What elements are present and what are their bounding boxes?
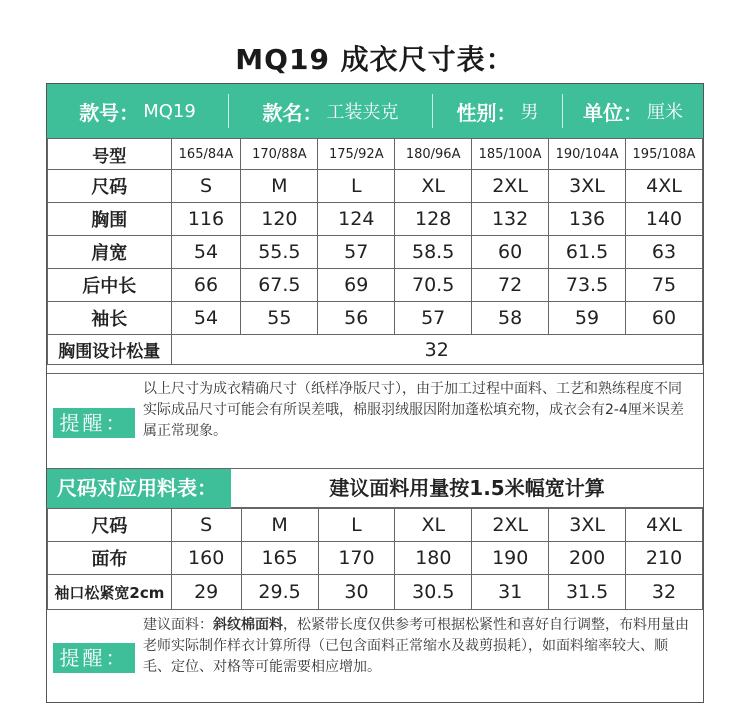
reminder-badge: 提醒： [53, 643, 135, 673]
table-cell: 140 [625, 203, 702, 236]
table-cell: 30 [318, 575, 395, 610]
table-cell: 31 [472, 575, 549, 610]
table-cell: 31.5 [549, 575, 626, 610]
table-cell: M [241, 509, 318, 542]
ease-label: 胸围设计松量 [48, 335, 172, 365]
gender-value: 男 [520, 102, 539, 123]
table-cell: 58.5 [395, 236, 472, 269]
product-name-value: 工装夹克 [326, 102, 399, 123]
table-cell: M [241, 170, 318, 203]
table-cell: 75 [625, 269, 702, 302]
table-cell: 29 [171, 575, 241, 610]
row-label: 号型 [48, 139, 172, 170]
table-cell: 165 [241, 542, 318, 575]
table-cell: 180/96A [395, 139, 472, 170]
table-cell: 54 [171, 302, 241, 335]
table-cell: 200 [549, 542, 626, 575]
table-cell: 60 [625, 302, 702, 335]
unit-cell [563, 84, 703, 138]
page-title: MQ19 成衣尺寸表： [235, 43, 515, 76]
table-cell: 132 [472, 203, 549, 236]
row-label: 胸围 [48, 203, 172, 236]
fabric-section-label: 尺码对应用料表： [47, 469, 231, 508]
table-cell: 57 [395, 302, 472, 335]
row-label: 尺码 [48, 509, 172, 542]
size-table [47, 138, 703, 365]
table-cell: L [318, 170, 395, 203]
reminder-box [47, 373, 703, 468]
table-row [48, 575, 703, 610]
table-cell: 190 [472, 542, 549, 575]
table-cell: S [171, 509, 241, 542]
reminder-prefix: 建议面料： [143, 617, 213, 633]
table-row [48, 335, 703, 365]
fabric-reminder-box [47, 609, 703, 702]
table-cell: 63 [625, 236, 702, 269]
table-cell: 56 [318, 302, 395, 335]
model-number-key: 款号： [79, 100, 140, 125]
reminder-rest: ，松紧带长度仅供参考可根据松紧性和喜好自行调整，布料用量由老师实际制作样衣计算所得（已包含面料正常缩水及裁剪损耗），如面料缩率较大、顺毛、定位、对格等可能需要相应增加。 [143, 617, 689, 675]
product-info-bar [47, 84, 703, 138]
fabric-section-bar [47, 468, 703, 508]
row-label: 尺码 [48, 170, 172, 203]
reminder-text: 以上尺寸为成衣精确尺寸（纸样净版尺寸），由于加工过程中面料、工艺和熟练程度不同实际成品尺寸可能会有所误差哦，棉服羽绒服因附加蓬松填充物，成衣会有2-4厘米误差属正常现象。 [143, 381, 684, 439]
table-cell: 4XL [625, 170, 702, 203]
gender-key: 性别： [456, 100, 517, 125]
table-row [48, 170, 703, 203]
table-cell: 210 [626, 542, 703, 575]
table-cell: 136 [549, 203, 626, 236]
row-label: 面布 [48, 542, 172, 575]
table-cell: 3XL [549, 170, 626, 203]
table-cell: XL [395, 509, 472, 542]
table-cell: 2XL [472, 509, 549, 542]
row-label: 袖口松紧宽2cm [48, 575, 172, 610]
row-label: 肩宽 [48, 236, 172, 269]
table-cell: 120 [241, 203, 318, 236]
fabric-table [47, 508, 703, 610]
table-cell: XL [395, 170, 472, 203]
table-cell: 58 [472, 302, 549, 335]
table-cell: 55.5 [241, 236, 318, 269]
table-cell: 32 [626, 575, 703, 610]
table-cell: 116 [171, 203, 241, 236]
table-cell: 72 [472, 269, 549, 302]
table-cell: 170 [318, 542, 395, 575]
table-cell: 30.5 [395, 575, 472, 610]
table-cell: 175/92A [318, 139, 395, 170]
gender-cell [433, 84, 562, 138]
table-cell: 185/100A [472, 139, 549, 170]
size-chart-frame [46, 83, 704, 703]
table-cell: 160 [171, 542, 241, 575]
model-number-cell [47, 84, 228, 138]
fabric-reminder-text [143, 615, 695, 678]
table-cell: 124 [318, 203, 395, 236]
table-cell: 70.5 [395, 269, 472, 302]
table-cell: 60 [472, 236, 549, 269]
table-cell: 29.5 [241, 575, 318, 610]
table-row [48, 269, 703, 302]
table-cell: S [171, 170, 241, 203]
table-cell: 54 [171, 236, 241, 269]
table-row [48, 542, 703, 575]
table-cell: L [318, 509, 395, 542]
table-cell: 128 [395, 203, 472, 236]
table-row [48, 302, 703, 335]
table-cell: 180 [395, 542, 472, 575]
row-label: 袖长 [48, 302, 172, 335]
table-cell: 4XL [626, 509, 703, 542]
table-row [48, 139, 703, 170]
reminder-badge: 提醒： [53, 408, 135, 438]
table-cell: 170/88A [241, 139, 318, 170]
table-cell: 55 [241, 302, 318, 335]
table-cell: 59 [549, 302, 626, 335]
table-cell: 73.5 [549, 269, 626, 302]
unit-key: 单位： [583, 100, 643, 125]
table-cell: 67.5 [241, 269, 318, 302]
product-name-cell [229, 84, 432, 138]
table-row [48, 203, 703, 236]
table-cell: 190/104A [549, 139, 626, 170]
table-row [48, 236, 703, 269]
table-cell: 61.5 [549, 236, 626, 269]
ease-value: 32 [171, 335, 702, 365]
table-cell: 66 [171, 269, 241, 302]
row-label: 后中长 [48, 269, 172, 302]
table-cell: 57 [318, 236, 395, 269]
table-row [48, 509, 703, 542]
table-cell: 195/108A [625, 139, 702, 170]
unit-value: 厘米 [647, 102, 683, 123]
table-cell: 165/84A [171, 139, 241, 170]
product-name-key: 款名： [262, 100, 323, 125]
model-number-value: MQ19 [143, 100, 196, 122]
table-cell: 3XL [549, 509, 626, 542]
fabric-section-note: 建议面料用量按1.5米幅宽计算 [329, 476, 605, 500]
table-cell: 2XL [472, 170, 549, 203]
fabric-recommendation: 斜纹棉面料 [213, 617, 283, 633]
table-cell: 69 [318, 269, 395, 302]
